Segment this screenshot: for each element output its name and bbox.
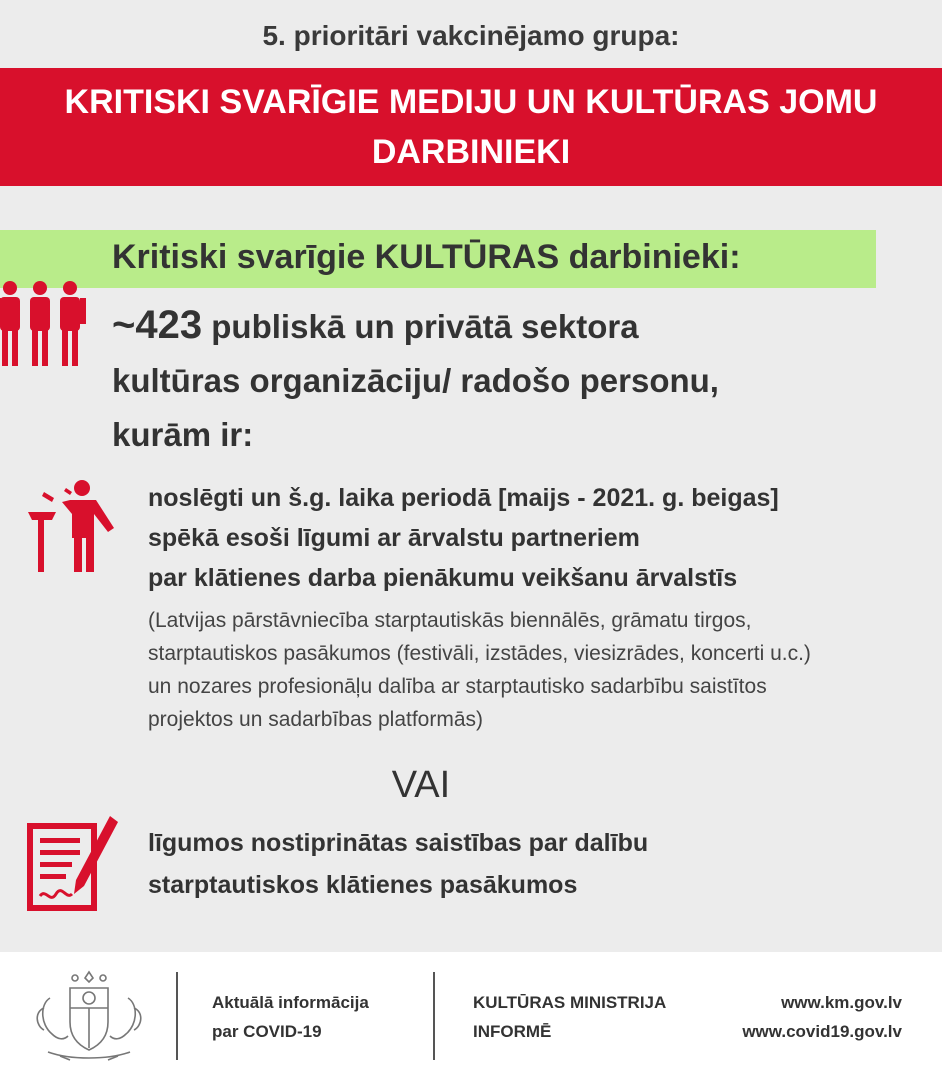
note-line-1: (Latvijas pārstāvniecība starptautiskās biennālēs, grāmatu tirgos, [148,609,752,632]
note-line-4: projektos un sadarbības platformās) [148,708,484,731]
covid-website-link[interactable]: www.covid19.gov.lv [742,1022,902,1041]
coat-of-arms-icon [30,968,148,1064]
point-one-line-1: noslēgti un š.g. laika periodā [maijs - 2021. g. beigas] [148,484,779,512]
count-value: ~423 [112,303,203,347]
count-line-2: kultūras organizāciju/ radošo personu, [112,362,719,399]
point-one-text [148,478,918,598]
title-banner [0,68,942,186]
priority-group-title: 5. prioritāri vakcinējamo grupa: [262,20,680,51]
note-line-3: un nozares profesionāļu dalība ar starptautisko sadarbību saistītos [148,675,767,698]
ministry-label [473,988,666,1046]
point-one-line-2: spēkā esoši līgumi ar ārvalstu partneriem [148,524,640,552]
covid-info-label [212,988,369,1046]
ministry-line-1: KULTŪRAS MINISTRIJA [473,993,667,1012]
website-links [742,988,902,1046]
speaker-podium-icon [26,478,122,574]
point-two-text [148,822,848,906]
count-description: publiskā un privātā sektora [202,308,639,345]
footer [0,952,942,1080]
note-line-2: starptautiskos pasākumos (festivāli, izstādes, viesizrādes, koncerti u.c.) [148,642,811,665]
people-group-icon [0,280,92,368]
count-line [112,298,892,354]
point-one-note [148,604,918,736]
covid-info-line-1: Aktuālā informācija [212,993,369,1012]
point-two-line-2: starptautiskos klātienes pasākumos [148,871,578,899]
ministry-line-2: INFORMĒ [473,1022,552,1041]
or-separator: VAI [391,764,451,806]
count-line-3: kurām ir: [112,416,254,453]
section-heading: Kritiski svarīgie KULTŪRAS darbinieki: [112,238,741,276]
banner-line-1: KRITISKI SVARĪGIE MEDIJU UN KULTŪRAS JOMU [64,83,878,121]
point-two-line-1: līgumos nostiprinātas saistības par dalību [148,829,649,857]
contract-signing-icon [26,814,122,914]
banner-line-2: DARBINIEKI [371,133,571,171]
km-website-link[interactable]: www.km.gov.lv [781,993,902,1012]
point-one-line-3: par klātienes darba pienākumu veikšanu ārvalstīs [148,564,738,592]
organization-count-text [112,298,892,462]
covid-info-line-2: par COVID-19 [212,1022,322,1041]
footer-divider-1 [176,972,178,1060]
footer-divider-2 [433,972,435,1060]
